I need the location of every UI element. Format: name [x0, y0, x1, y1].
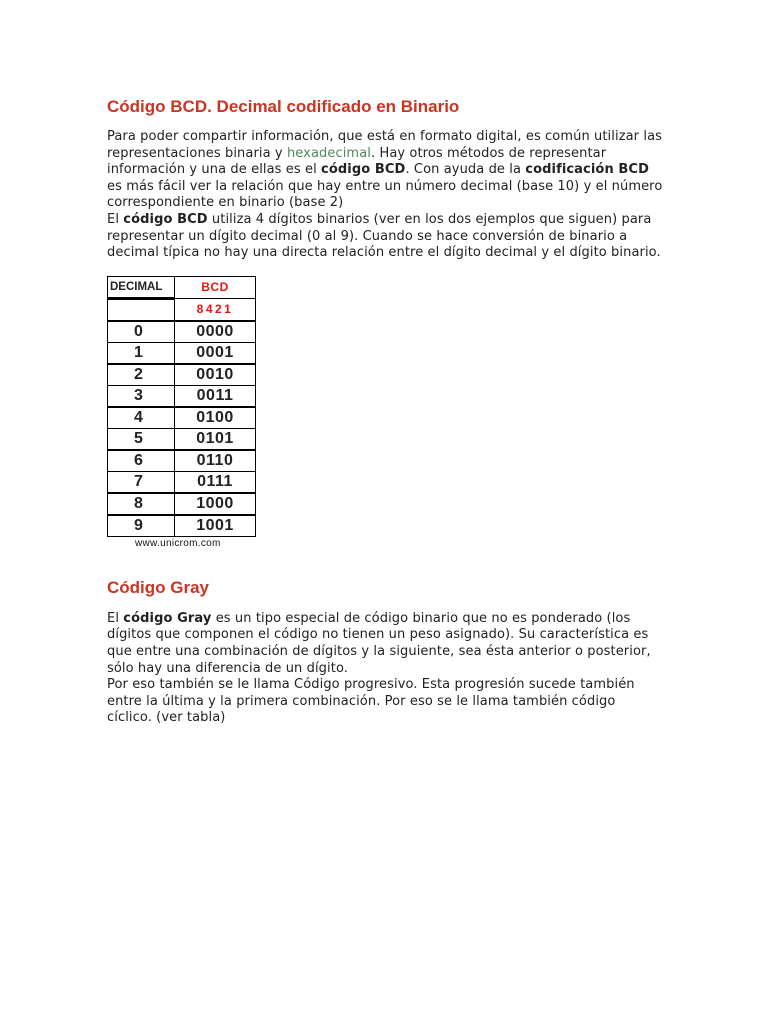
bcd-table-body: [108, 321, 256, 537]
bcd-table-figure: [107, 276, 267, 549]
gray-section-title: Código Gray: [107, 577, 210, 597]
table-row: [108, 385, 256, 407]
decimal-cell: 2: [108, 364, 175, 386]
bcd-cell: 0001: [175, 342, 256, 364]
table-row: [108, 471, 256, 493]
bcd-cell: 0101: [175, 428, 256, 450]
bcd-cell: 0100: [175, 407, 256, 429]
decimal-cell: 7: [108, 471, 175, 493]
bcd-intro-bold-1: código BCD: [321, 162, 406, 178]
bcd-detail-text-b: utiliza 4 dígitos binarios (ver en los dos ejemplos que siguen) para representar un dígito decimal (0 al 9). Cuando se hace conversión de binario a decimal típica no hay una directa relación entre el dígito decimal y el dígito binario.: [107, 211, 661, 261]
bcd-intro-bold-2: codificación BCD: [525, 162, 649, 178]
bcd-table-header-row: [108, 276, 256, 298]
bcd-cell: 0110: [175, 450, 256, 472]
decimal-cell: 1: [108, 342, 175, 364]
bcd-cell: 0000: [175, 321, 256, 343]
bcd-cell: 0010: [175, 364, 256, 386]
bcd-detail-bold: código BCD: [123, 211, 208, 227]
bcd-detail-text-a: El: [107, 211, 124, 227]
bcd-cell: 0111: [175, 471, 256, 493]
hexadecimal-link[interactable]: hexadecimal: [286, 145, 371, 161]
bcd-intro-text-a: Para poder compartir información, que está en formato digital, es común utilizar las representaciones binaria y: [107, 129, 663, 161]
bcd-intro-paragraph: [107, 129, 663, 262]
gray-paragraph: [107, 611, 663, 727]
table-row: [108, 493, 256, 515]
table-row: [108, 321, 256, 343]
header-bcd: BCD: [175, 276, 256, 298]
decimal-cell: 0: [108, 321, 175, 343]
table-row: [108, 407, 256, 429]
header-weights: 8421: [175, 298, 256, 321]
weights-blank-cell: [108, 298, 175, 321]
table-row: [108, 342, 256, 364]
bcd-cell: 1000: [175, 493, 256, 515]
table-row: [108, 450, 256, 472]
table-row: [108, 515, 256, 537]
decimal-cell: 6: [108, 450, 175, 472]
bcd-table-weights-row: [108, 298, 256, 321]
article-content: [107, 94, 663, 727]
bcd-cell: 0011: [175, 385, 256, 407]
header-decimal: DECIMAL: [108, 276, 175, 298]
bcd-intro-text-d: es más fácil ver la relación que hay entre un número decimal (base 10) y el número correspondiente en binario (base 2): [107, 178, 663, 211]
table-source-credit: www.unicrom.com: [135, 537, 221, 549]
decimal-cell: 3: [108, 385, 175, 407]
bcd-section-title: Código BCD. Decimal codificado en Binario: [107, 97, 460, 116]
decimal-cell: 5: [108, 428, 175, 450]
gray-text-a: El: [107, 610, 124, 626]
decimal-cell: 9: [108, 515, 175, 537]
bcd-table: [107, 276, 256, 537]
gray-text-b: es un tipo especial de código binario que no es ponderado (los dígitos que componen el código no tienen un peso asignado). Su característica es que entre una combinación de dígitos y la siguiente, sea ésta anterior o posterior, sólo hay una diferencia de un dígito.: [107, 610, 651, 676]
gray-text-c: Por eso también se le llama Código progresivo. Esta progresión sucede también entre la última y la primera combinación. Por eso se le llama también código cíclico. (ver tabla): [107, 677, 635, 726]
decimal-cell: 8: [108, 493, 175, 515]
bcd-intro-text-c: . Con ayuda de la: [405, 162, 526, 178]
bcd-cell: 1001: [175, 515, 256, 537]
bcd-intro-text-b: . Hay otros métodos de representar información y una de ellas es el: [107, 145, 607, 178]
table-row: [108, 364, 256, 386]
decimal-cell: 4: [108, 407, 175, 429]
gray-bold: código Gray: [123, 610, 212, 626]
table-row: [108, 428, 256, 450]
